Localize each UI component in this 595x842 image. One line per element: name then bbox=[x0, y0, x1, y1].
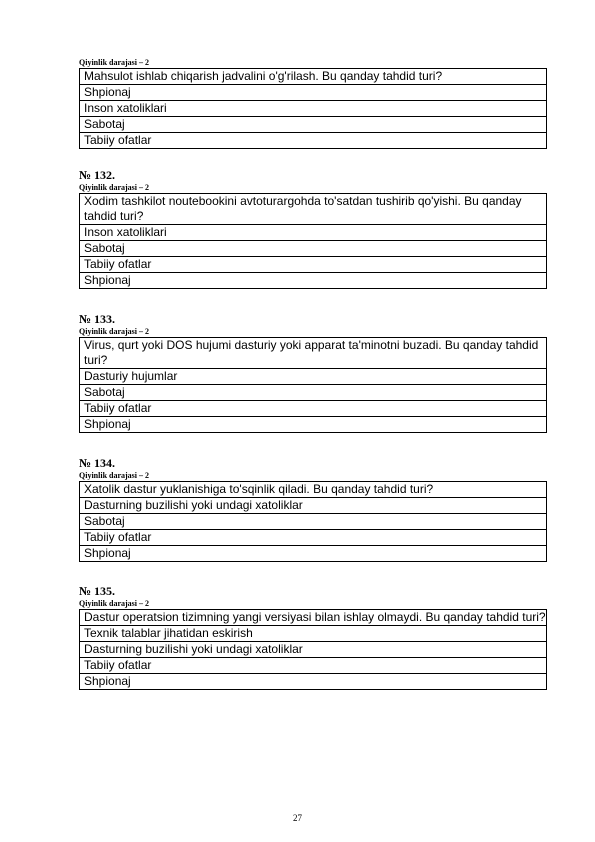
answer-option: Sabotaj bbox=[80, 117, 547, 133]
answer-option: Tabiiy ofatlar bbox=[80, 530, 547, 546]
question-number: № 133. bbox=[79, 312, 116, 326]
question-number: № 134. bbox=[79, 456, 116, 470]
answer-option: Inson xatoliklari bbox=[80, 225, 547, 241]
difficulty-label: Qiyinlik darajasi – 2 bbox=[79, 471, 150, 480]
answer-option: Tabiiy ofatlar bbox=[80, 133, 547, 149]
answer-option: Dasturning buzilishi yoki undagi xatoliklar bbox=[80, 498, 547, 514]
answer-option: Shpionaj bbox=[80, 273, 547, 289]
difficulty-label: Qiyinlik darajasi – 2 bbox=[79, 58, 150, 67]
answer-option: Inson xatoliklari bbox=[80, 101, 547, 117]
answer-option: Texnik talablar jihatidan eskirish bbox=[80, 626, 547, 642]
question-table bbox=[79, 481, 547, 562]
question-number: № 135. bbox=[79, 584, 116, 598]
question-text: Dastur operatsion tizimning yangi versiyasi bilan ishlay olmaydi. Bu qanday tahdid turi? bbox=[80, 610, 547, 626]
answer-option: Shpionaj bbox=[80, 85, 547, 101]
answer-option: Tabiiy ofatlar bbox=[80, 257, 547, 273]
question-text: Virus, qurt yoki DOS hujumi dasturiy yoki apparat ta'minotni buzadi. Bu qanday tahdid turi? bbox=[80, 338, 547, 369]
question-block bbox=[79, 584, 547, 690]
difficulty-label: Qiyinlik darajasi – 2 bbox=[79, 599, 150, 608]
question-block bbox=[79, 456, 547, 562]
answer-option: Dasturiy hujumlar bbox=[80, 369, 547, 385]
answer-option: Tabiiy ofatlar bbox=[80, 658, 547, 674]
question-text: Xatolik dastur yuklanishiga to'sqinlik qiladi. Bu qanday tahdid turi? bbox=[80, 482, 547, 498]
page-number: 27 bbox=[293, 813, 302, 823]
answer-option: Shpionaj bbox=[80, 417, 547, 433]
answer-option: Dasturning buzilishi yoki undagi xatoliklar bbox=[80, 642, 547, 658]
question-table bbox=[79, 337, 547, 433]
answer-option: Sabotaj bbox=[80, 514, 547, 530]
answer-option: Sabotaj bbox=[80, 241, 547, 257]
question-block bbox=[79, 168, 547, 289]
question-table bbox=[79, 609, 547, 690]
answer-option: Shpionaj bbox=[80, 674, 547, 690]
difficulty-label: Qiyinlik darajasi – 2 bbox=[79, 183, 150, 192]
answer-option: Tabiiy ofatlar bbox=[80, 401, 547, 417]
question-text: Xodim tashkilot noutebookini avtoturargohda to'satdan tushirib qo'yishi. Bu qanday tahdid turi? bbox=[80, 194, 547, 225]
question-block bbox=[79, 58, 547, 149]
answer-option: Shpionaj bbox=[80, 546, 547, 562]
question-text: Mahsulot ishlab chiqarish jadvalini o'g'rilash. Bu qanday tahdid turi? bbox=[80, 69, 547, 85]
question-block bbox=[79, 312, 547, 433]
difficulty-label: Qiyinlik darajasi – 2 bbox=[79, 327, 150, 336]
question-table bbox=[79, 193, 547, 289]
question-number: № 132. bbox=[79, 168, 116, 182]
question-table bbox=[79, 68, 547, 149]
answer-option: Sabotaj bbox=[80, 385, 547, 401]
